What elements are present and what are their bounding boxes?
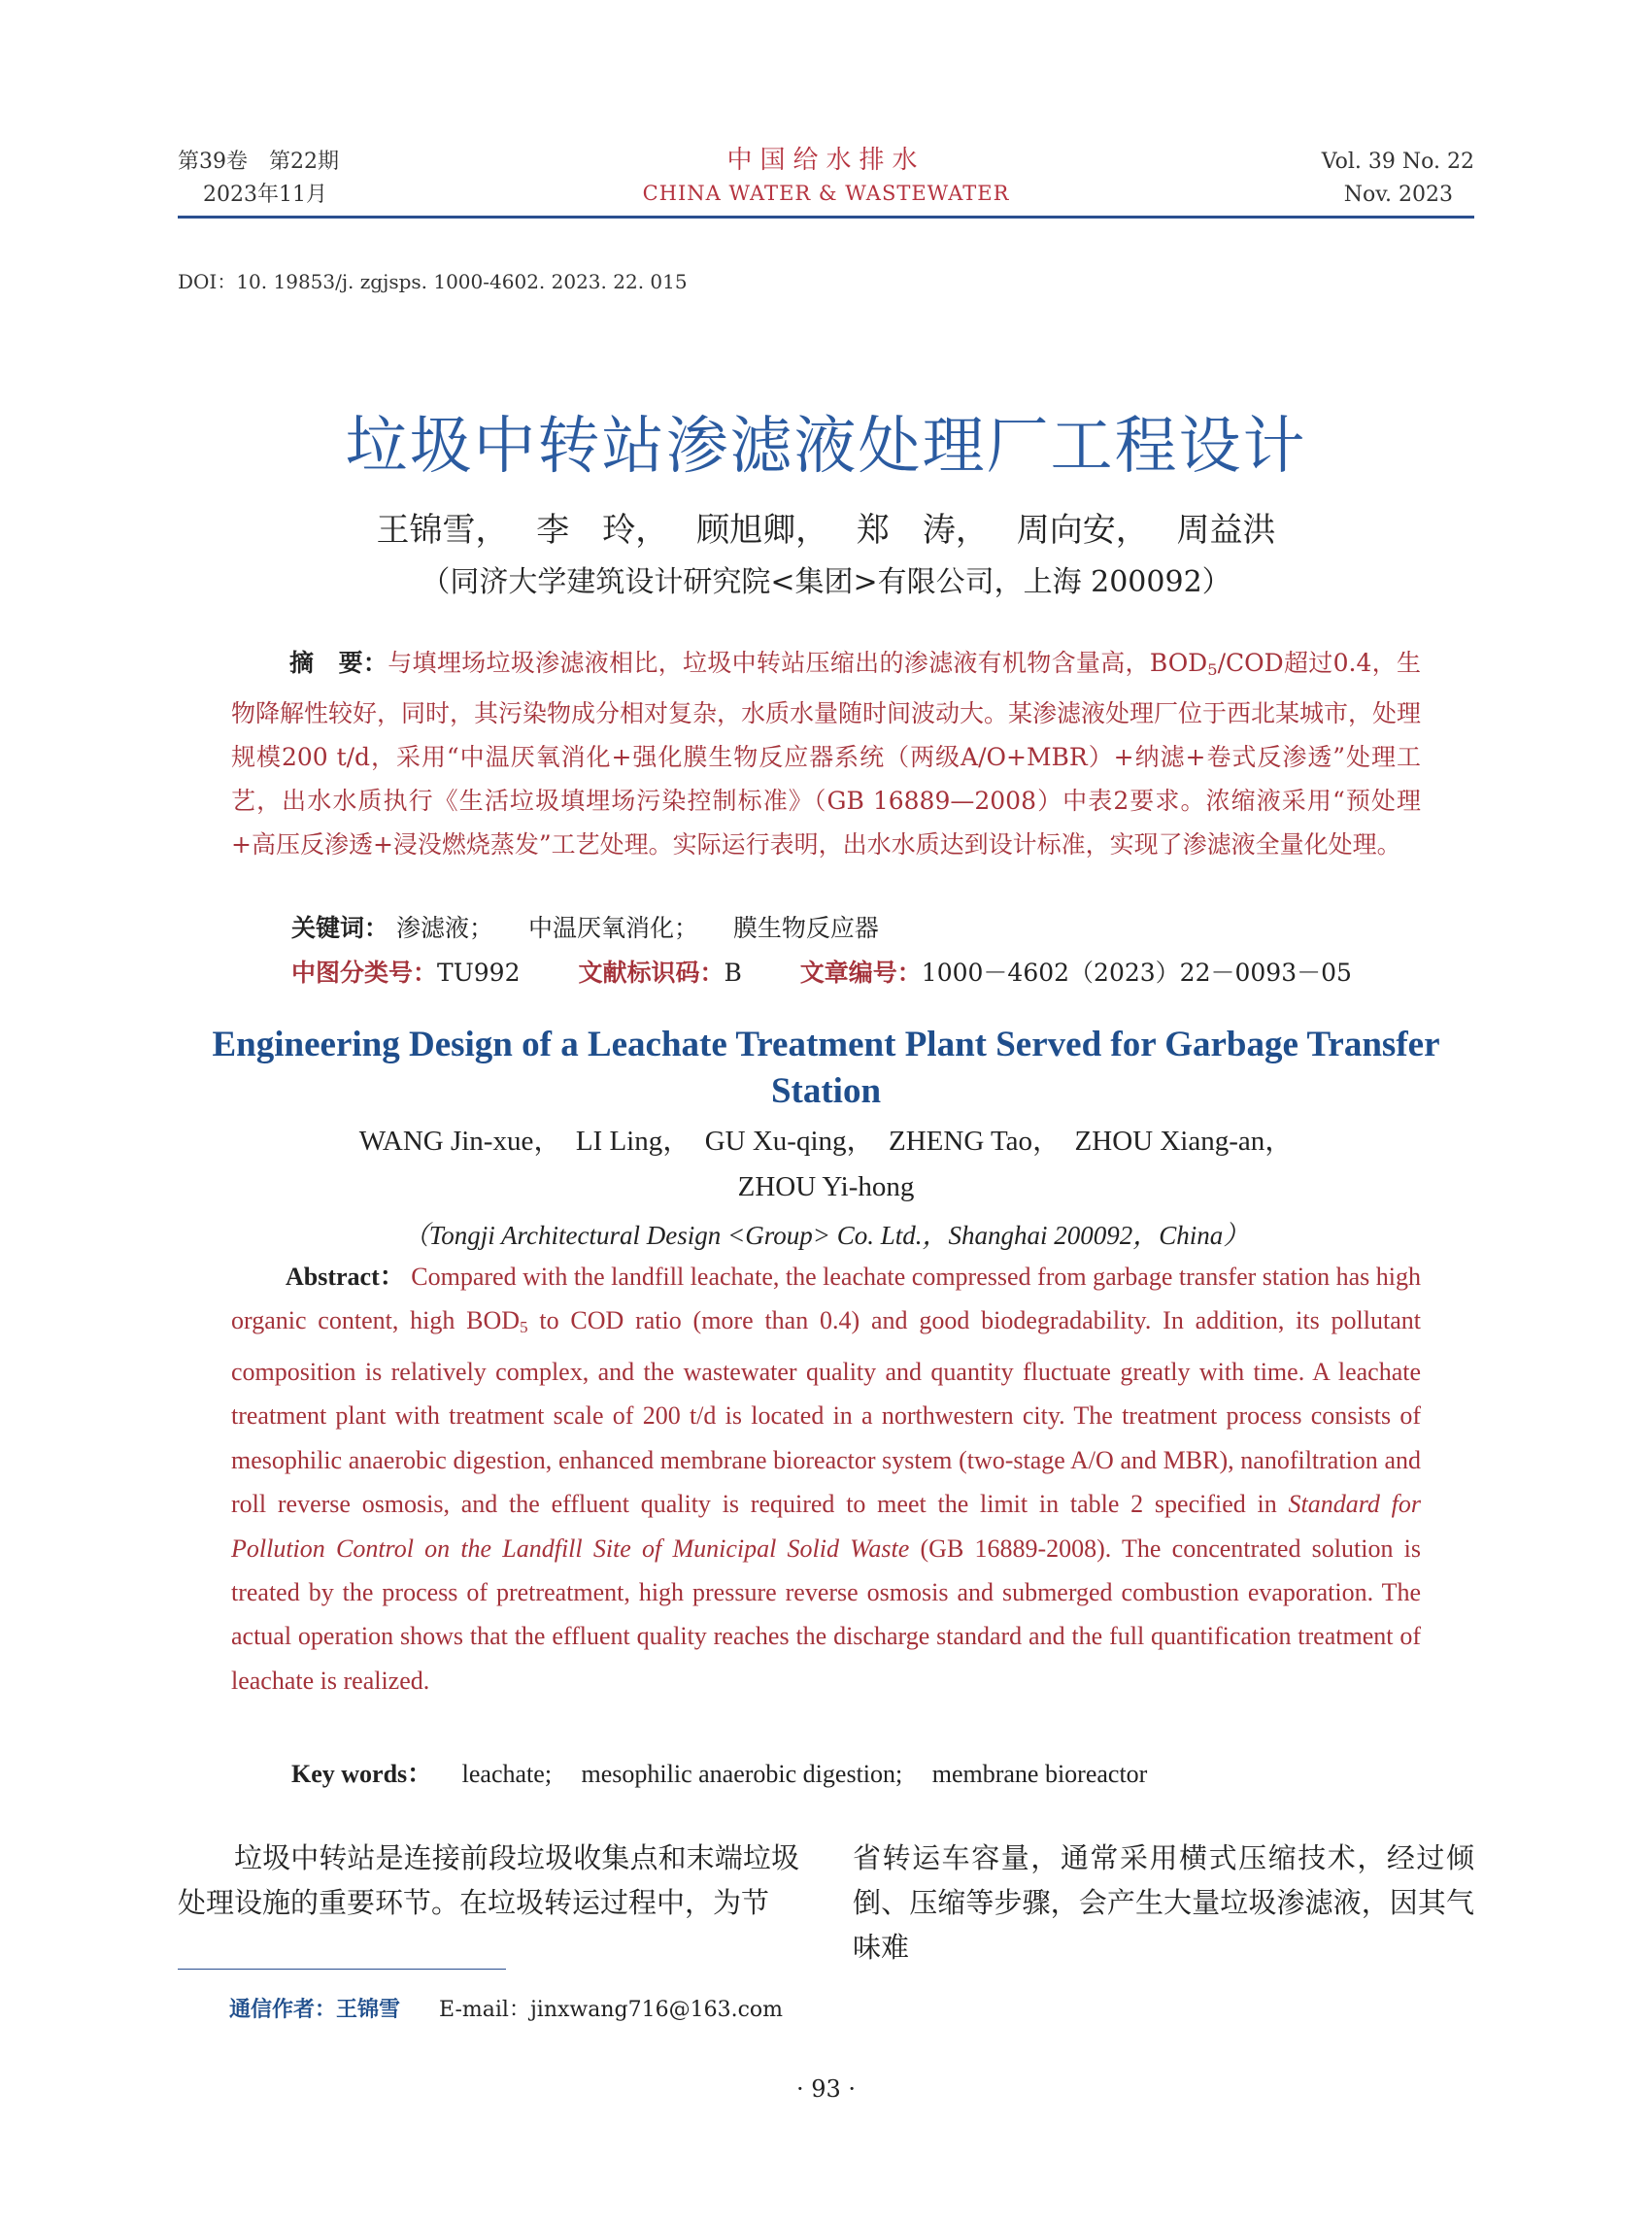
abstract-cn-label: 摘 要：: [289, 649, 388, 677]
authors-en: [194, 1119, 1458, 1210]
keywords-cn: [291, 909, 879, 944]
article-number-label: 文章编号：: [799, 959, 922, 987]
journal-name-cn: 中国给水排水: [726, 146, 926, 175]
keywords-en-label: Key words：: [291, 1760, 433, 1788]
authors-en-line-2: ZHOU Yi-hong: [737, 1171, 915, 1202]
footnote: [229, 1993, 783, 2023]
abstract-en-label: Abstract：: [286, 1263, 405, 1291]
journal-issue-en: [1322, 146, 1474, 212]
abstract-cn-text-2: /COD超过0.4，生物降解性较好，同时，其污染物成分相对复杂，水质水量随时间波动大。某渗滤液处理厂位于西北某城市，处理规模200 t/d，采用“中温厌氧消化+强化膜生物反应器系统（两级A/O+MBR）+纳滤+卷式反渗透”处理工艺，出水水质执行《生活垃圾填埋场污染控制标准》（GB 16889—2008）中表2要求。浓缩液采用“预处理+高压反渗透+浸没燃烧蒸发”工艺处理。实际运行表明，出水水质达到设计标准，实现了渗滤液全量化处理。: [231, 649, 1422, 860]
abstract-en: [231, 1255, 1421, 1702]
journal-name-en: CHINA WATER & WASTEWATER: [642, 182, 1010, 205]
volume-issue-en: Vol. 39 No. 22: [1321, 150, 1474, 174]
footnote-rule: [178, 1969, 506, 1970]
keyword-en-1: leachate;: [461, 1760, 553, 1788]
body-column-right: 省转运车容量，通常采用横式压缩技术，经过倾倒、压缩等步骤，会产生大量垃圾渗滤液，因其气味难: [853, 1841, 1474, 1964]
affiliation-en: （Tongji Architectural Design <Group> Co. Ltd.，Shanghai 200092，China）: [402, 1221, 1250, 1250]
authors-en-line-1: WANG Jin-xue， LI Ling， GU Xu-qing， ZHENG Tao， ZHOU Xiang-an，: [358, 1126, 1294, 1157]
abstract-en-text-1: Compared with the landfill leachate, the leachate compressed from garbage transfer station has high organic content, high BOD: [231, 1263, 1422, 1335]
classification-cn: [291, 954, 1352, 989]
affiliation-cn: （同济大学建筑设计研究院<集团>有限公司，上海 200092）: [421, 565, 1231, 599]
keywords-cn-label: 关键词：: [291, 914, 389, 942]
keyword-cn-1: 渗滤液；: [395, 914, 493, 942]
corresponding-email: E-mail：jinxwang716@163.com: [439, 1998, 784, 2022]
body-column-left: 垃圾中转站是连接前段垃圾收集点和末端垃圾处理设施的重要环节。在垃圾转运过程中，为节: [178, 1841, 799, 1919]
clc-label: 中图分类号：: [291, 959, 438, 987]
date-en: Nov. 2023: [1343, 183, 1453, 207]
title-en: Engineering Design of a Leachate Treatment Plant Served for Garbage Transfer Station: [212, 1025, 1440, 1111]
abstract-cn-text-1: 与填埋场垃圾渗滤液相比，垃圾中转站压缩出的渗滤液有机物含量高，BOD: [388, 649, 1208, 677]
keyword-cn-3: 膜生物反应器: [732, 914, 879, 942]
abstract-en-sub: 5: [520, 1318, 528, 1337]
page-number: · 93 ·: [795, 2075, 857, 2103]
abstract-en-standard-title: Standard for Pollution Control on the Landfill Site of Municipal Solid Waste: [231, 1490, 1421, 1563]
volume-issue-cn: 第39卷 第22期: [178, 150, 339, 174]
keyword-en-3: membrane bioreactor: [931, 1760, 1148, 1788]
title-cn: 垃圾中转站渗滤液处理厂工程设计: [345, 411, 1307, 483]
article-number-value: 1000－4602（2023）22－0093－05: [921, 959, 1352, 987]
authors-cn: 王锦雪， 李 玲， 顾旭卿， 郑 涛， 周向安， 周益洪: [376, 511, 1276, 550]
keyword-cn-2: 中温厌氧消化；: [527, 914, 698, 942]
keywords-en: [291, 1754, 1147, 1790]
abstract-cn-sub: 5: [1207, 660, 1218, 680]
doc-code-value: B: [724, 959, 742, 987]
header-rule: [178, 216, 1474, 219]
abstract-en-text-3: (GB 16889-2008). The concentrated solution is treated by the process of pretreatment, high pressure reverse osmosis and submerged combustion evaporation. The actual operation shows that the effluent quality reaches the discharge standard and the full quantification treatment of leachate is realized.: [231, 1534, 1421, 1695]
date-cn: 2023年11月: [203, 183, 327, 207]
doc-code-label: 文献标识码：: [578, 959, 725, 987]
clc-value: TU992: [437, 959, 521, 987]
abstract-cn: [231, 641, 1421, 866]
corresponding-author: 通信作者：王锦雪: [229, 1998, 401, 2022]
abstract-en-text-2: to COD ratio (more than 0.4) and good biodegradability. In addition, its pollutant composition is relatively complex, and the wastewater quality and quantity fluctuate greatly with time. A leachate treatment plant with treatment scale of 200 t/d is located in a northwestern city. The treatment process consists of mesophilic anaerobic digestion, enhanced membrane bioreactor system (two-stage A/O and MBR), nanofiltration and roll reverse osmosis, and the effluent quality is required to meet the limit in table 2 specified in: [231, 1306, 1421, 1519]
doi: DOI：10. 19853/j. zgjsps. 1000-4602. 2023. 22. 015: [178, 270, 688, 293]
keyword-en-2: mesophilic anaerobic digestion;: [581, 1760, 903, 1788]
